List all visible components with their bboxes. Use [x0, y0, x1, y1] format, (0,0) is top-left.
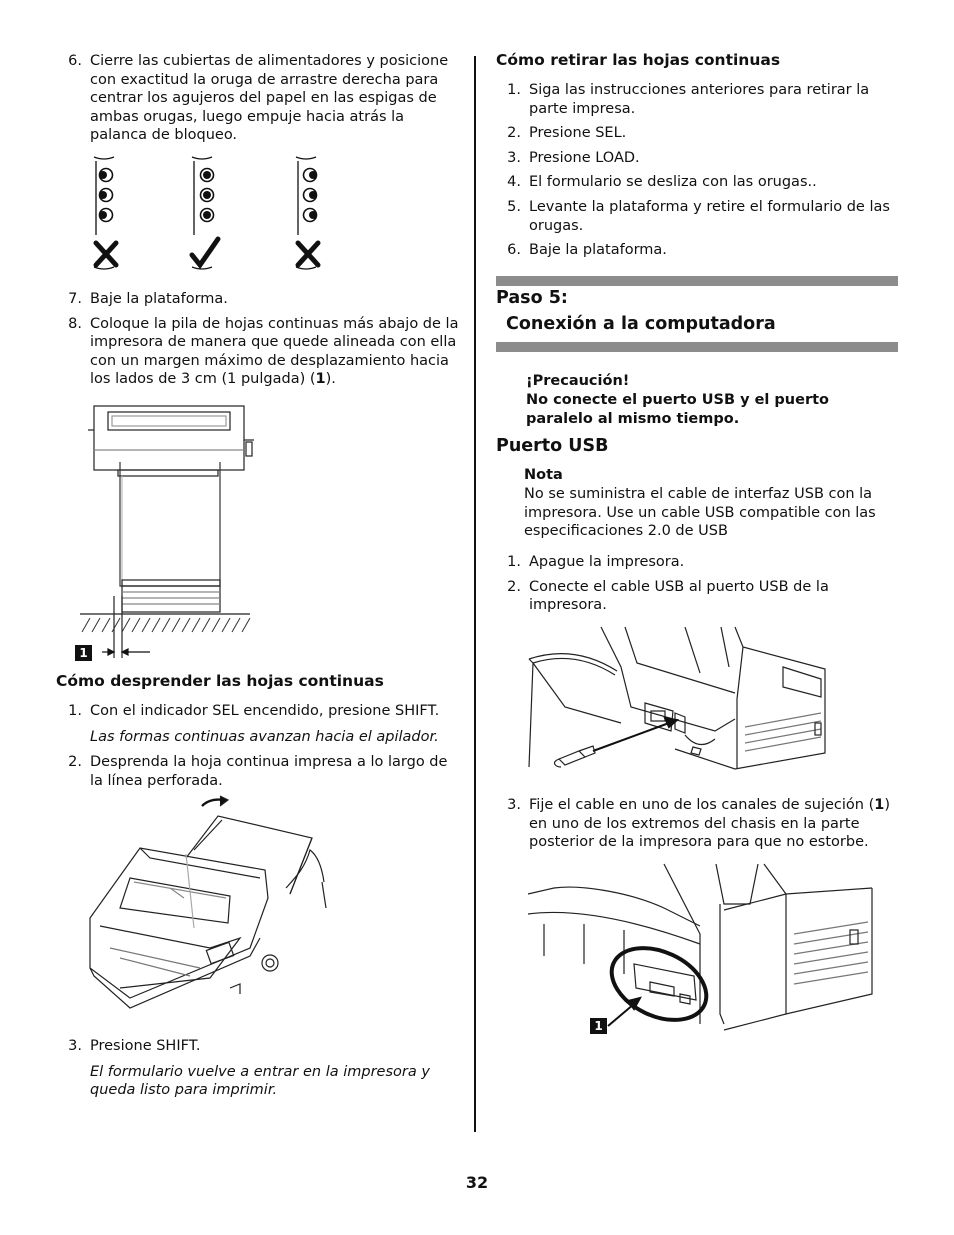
callout-number: 1 [75, 645, 92, 661]
list-item: 3. Presione LOAD. [507, 149, 640, 166]
usb-connection-figure [525, 627, 830, 787]
section-title: Conexión a la computadora [506, 314, 776, 334]
list-item: 1. Con el indicador SEL encendido, presione SHIFT. Las formas continuas avanzan hacia el apilador. [60, 702, 460, 746]
list-item: 6. Cierre las cubiertas de alimentadores y posicione con exactitud la oruga de arrastre derecha para centrar los agujeros del papel en las espigas de ambas orugas, luego empuje hacia atrás la palanca de bloqueo. [68, 53, 449, 144]
left-steps-top [60, 52, 460, 145]
list-item: 3. Fije el cable en uno de los canales de sujeción (1) en uno de los extremos del chasis en la parte posterior de la impresora para que no estorbe. [507, 797, 890, 851]
usb-steps [499, 553, 899, 615]
tear-off-printer-figure [90, 798, 335, 1016]
list-item: 1. Apague la impresora. [507, 554, 685, 570]
remove-heading: Cómo retirar las hojas continuas [496, 51, 781, 69]
list-item: 4. El formulario se desliza con las orugas.. [507, 174, 817, 191]
section-bar-bottom [496, 342, 898, 352]
tear-steps-b [60, 1037, 460, 1100]
step-note: Las formas continuas avanzan hacia el apilador. [90, 728, 439, 745]
usb-heading: Puerto USB [496, 436, 609, 456]
list-item: 8. Coloque la pila de hojas continuas más abajo de la impresora de manera que quede alineada con ella con un margen máximo de desplazamiento hacia los lados de 3 cm (1 pulgada) (1). [68, 315, 459, 388]
list-item: 7. Baje la plataforma. [68, 291, 228, 307]
list-item: 2. Presione SEL. [507, 125, 627, 142]
paper-stack-figure [78, 400, 258, 662]
caution-title: ¡Precaución! [526, 373, 630, 389]
usb-step3 [499, 796, 899, 852]
tear-steps-a [60, 702, 460, 790]
sprocket-alignment-figure [88, 155, 338, 273]
remove-steps [499, 81, 899, 260]
caution-text: No conecte el puerto USB y el puerto paralelo al mismo tiempo. [526, 392, 829, 427]
cable-clamp-figure [524, 864, 879, 1036]
step-note: El formulario vuelve a entrar en la impresora y queda listo para imprimir. [90, 1063, 430, 1099]
list-item: 1. Siga las instrucciones anteriores para retirar la parte impresa. [507, 82, 870, 117]
tear-off-heading: Cómo desprender las hojas continuas [56, 672, 384, 690]
list-item: 2. Conecte el cable USB al puerto USB de la impresora. [507, 578, 829, 614]
list-item: 6. Baje la plataforma. [507, 242, 667, 259]
list-item: 5. Levante la plataforma y retire el formulario de las orugas. [507, 198, 890, 234]
page-number: 32 [465, 1173, 489, 1192]
note-text: No se suministra el cable de interfaz USB con la impresora. Use un cable USB compatible con las especificaciones 2.0 de USB [524, 486, 876, 540]
callout-number: 1 [590, 1018, 607, 1034]
left-steps-mid [60, 290, 460, 389]
section-bar-top [496, 276, 898, 286]
list-item: 3. Presione SHIFT. El formulario vuelve a entrar en la impresora y queda listo para imprimir. [60, 1037, 460, 1100]
note-title: Nota [524, 467, 563, 483]
step-label: Paso 5: [496, 288, 568, 308]
column-divider [474, 56, 476, 1132]
list-item: 2. Desprenda la hoja continua impresa a lo largo de la línea perforada. [68, 754, 448, 789]
